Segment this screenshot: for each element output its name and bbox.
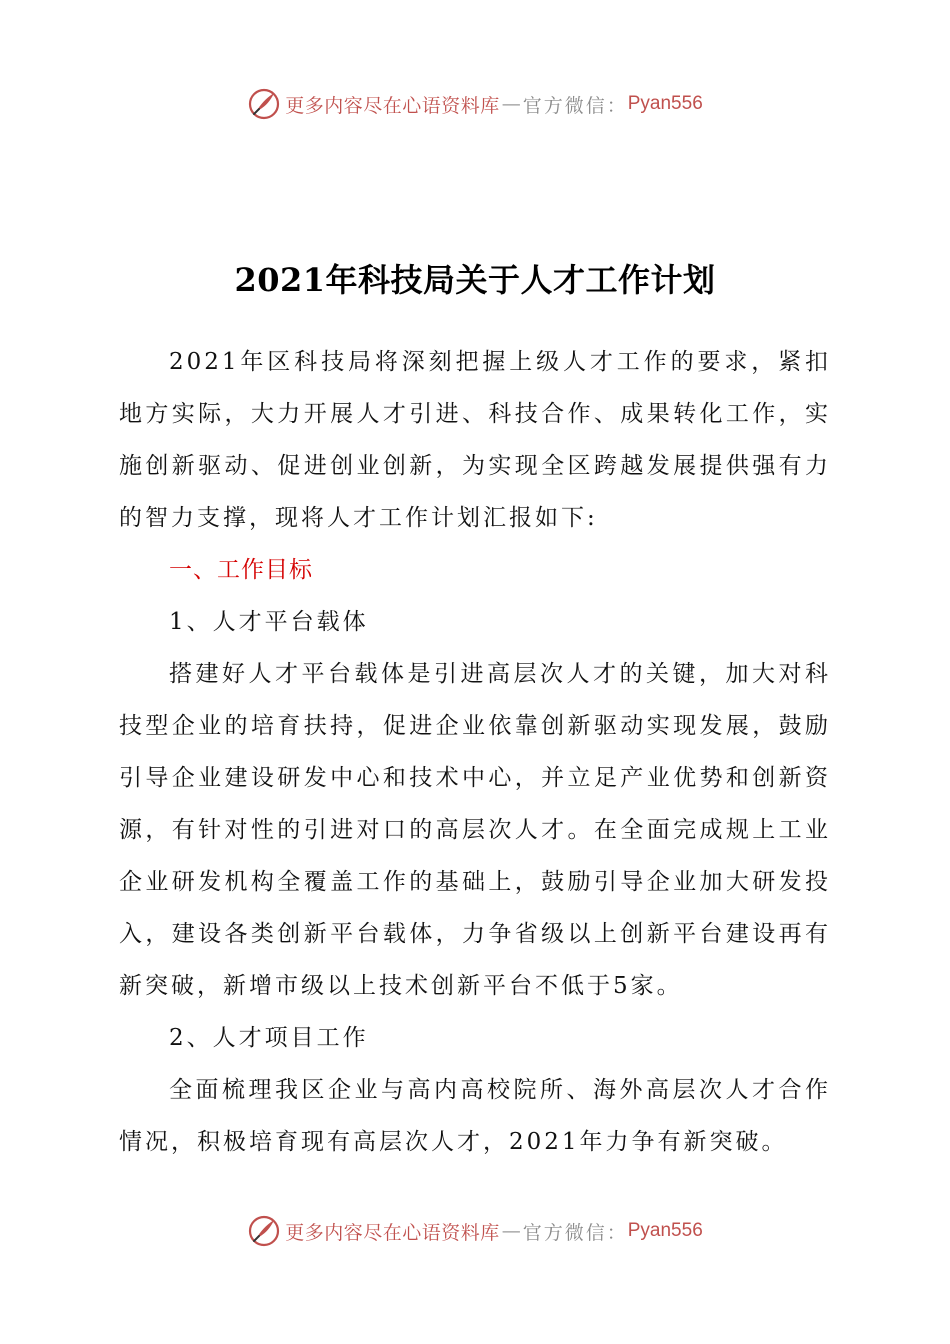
watermark-wechat-id: Pyan556 xyxy=(627,93,703,114)
watermark-wechat-label: 官方微信： xyxy=(522,94,628,117)
item-heading-talent-platform: 1、人才平台载体 xyxy=(169,609,369,635)
footer-watermark-banner xyxy=(0,1209,950,1253)
document-title: 2021年科技局关于人才工作计划 xyxy=(234,261,716,299)
quill-pen-circle-icon xyxy=(247,1214,281,1248)
watermark-wechat-id: Pyan556 xyxy=(627,1220,703,1241)
watermark-brand-text: 更多内容尽在心语资料库 xyxy=(285,1221,500,1244)
watermark-brand-text: 更多内容尽在心语资料库 xyxy=(285,94,500,117)
quill-pen-circle-icon xyxy=(247,87,281,121)
header-watermark-banner xyxy=(0,82,950,126)
section-heading-goals: 一、工作目标 xyxy=(169,557,313,583)
watermark-dash: — xyxy=(501,1220,521,1242)
talent-platform-paragraph: 搭建好人才平台载体是引进高层次人才的关键，加大对科技型企业的培育扶持，促进企业依靠创新驱动实现发展，鼓励引导企业建设研发中心和技术中心，并立足产业优势和创新资源，有针对性的引进对口的高层次人才。在全面完成规上工业企业研发机构全覆盖工作的基础上，鼓励引导企业加大研发投入，建设各类创新平台载体，力争省级以上创新平台建设再有新突破，新增市级以上技术创新平台不低于5家。 xyxy=(119,661,831,999)
item-heading-talent-projects: 2、人才项目工作 xyxy=(169,1025,369,1051)
watermark-wechat-label: 官方微信： xyxy=(522,1221,628,1244)
document-body xyxy=(119,336,831,1168)
intro-paragraph: 2021年区科技局将深刻把握上级人才工作的要求，紧扣地方实际，大力开展人才引进、科技合作、成果转化工作，实施创新驱动、促进创业创新，为实现全区跨越发展提供强有力的智力支撑，现将人才工作计划汇报如下: xyxy=(119,349,831,531)
watermark-dash: — xyxy=(501,93,521,115)
talent-projects-paragraph: 全面梳理我区企业与高内高校院所、海外高层次人才合作情况，积极培育现有高层次人才，2021年力争有新突破。 xyxy=(119,1077,831,1155)
